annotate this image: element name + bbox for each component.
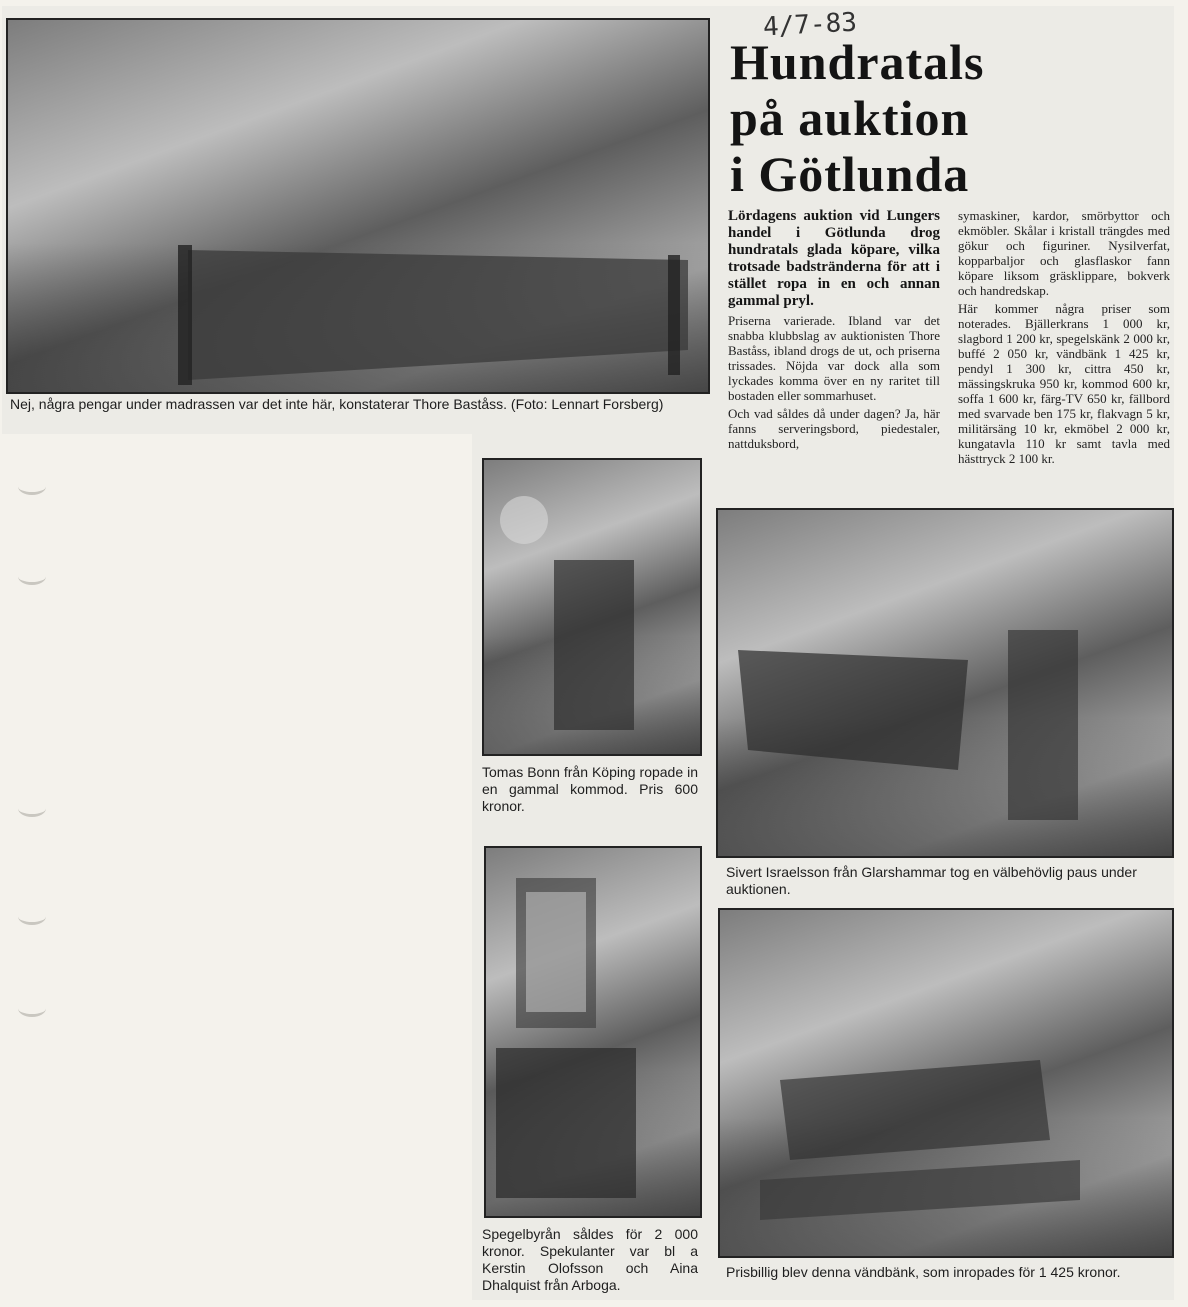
article-paragraph-4: Här kommer några priser som noterades. Bjällerkrans 1 000 kr, slagbord 1 200 kr, spegelskänk 2 000 kr, buffé 2 050 kr, vändbänk 1 425 kr, pendyl 1 300 kr, cittra 450 kr, mässingskruka 950 kr, kommod 600 kr, soffa 1 600 kr, färg-TV 650 kr, fällbord med svarvade ben 175 kr, flakvagn 5 kr, militärsäng 10 kr, ekmöbel 2 000 kr, kungatavla 110 kr samt tavla med hästtryck 2 100 kr.: [958, 301, 1170, 466]
article-column-2: [958, 208, 1170, 469]
caption-main: Nej, några pengar under madrassen var det inte här, konstaterar Thore Baståss. (Foto: Lennart Forsberg): [10, 396, 664, 412]
headline-line-1: Hundratals: [730, 34, 985, 90]
caption-bank: Prisbillig blev denna vändbänk, som inropades för 1 425 kronor.: [726, 1264, 1121, 1280]
headline-line-3: i Götlunda: [730, 146, 970, 202]
article-lead: Lördagens auktion vid Lungers handel i Götlunda drog hundratals glada köpare, vilka trotsade badstränderna för att i stället ropa in en och annan gammal pryl.: [728, 208, 940, 309]
caption-sivert: Sivert Israelsson från Glarshammar tog en välbehövlig paus under auktionen.: [726, 864, 1137, 897]
photo-auction-crowd: [6, 18, 710, 394]
sofa-illustration: [718, 510, 1172, 856]
photo-spegelbyra: [484, 846, 702, 1218]
photo-vandbank: [718, 908, 1174, 1258]
bed-frame-illustration: [8, 20, 708, 392]
article-paragraph-2: Och vad såldes då under dagen? Ja, här fanns serveringsbord, piedestaler, nattduksbord,: [728, 406, 940, 451]
handwritten-date: 4/7-83: [762, 7, 858, 43]
dresser-illustration: [484, 460, 700, 754]
punch-mark: [18, 1000, 46, 1017]
punch-mark: [18, 800, 46, 817]
photo-sivert-israelsson: [716, 508, 1174, 858]
article-paragraph-3: symaskiner, kardor, smörbyttor och ekmöbler. Skålar i kristall trängdes med gökur och figuriner. Nysilverfat, kopparbaljor och glasflaskor fann köpare liksom gräsklippare, bokverk och handredskap.: [958, 208, 1170, 298]
headline-line-2: på auktion: [730, 90, 970, 146]
punch-mark: [18, 478, 46, 495]
caption-tomas: Tomas Bonn från Köping ropade in en gammal kommod. Pris 600 kronor.: [482, 764, 698, 814]
mirror-dresser-illustration: [486, 848, 700, 1216]
caption-spegel: Spegelbyrån såldes för 2 000 kronor. Spekulanter var bl a Kerstin Olofsson och Aina Dhalquist från Arboga.: [482, 1226, 698, 1293]
headline: [730, 34, 1050, 202]
punch-mark: [18, 908, 46, 925]
article-paragraph-1: Priserna varierade. Ibland var det snabba klubbslag av auktionisten Thore Baståss, ibland drogs de ut, och priserna trissades. Nöjda var dock alla som lyckades komma över en ny raritet till bostaden eller sommarhuset.: [728, 313, 940, 403]
punch-mark: [18, 568, 46, 585]
bench-illustration: [720, 910, 1172, 1256]
photo-tomas-bonn: [482, 458, 702, 756]
article-column-1: [728, 208, 940, 454]
